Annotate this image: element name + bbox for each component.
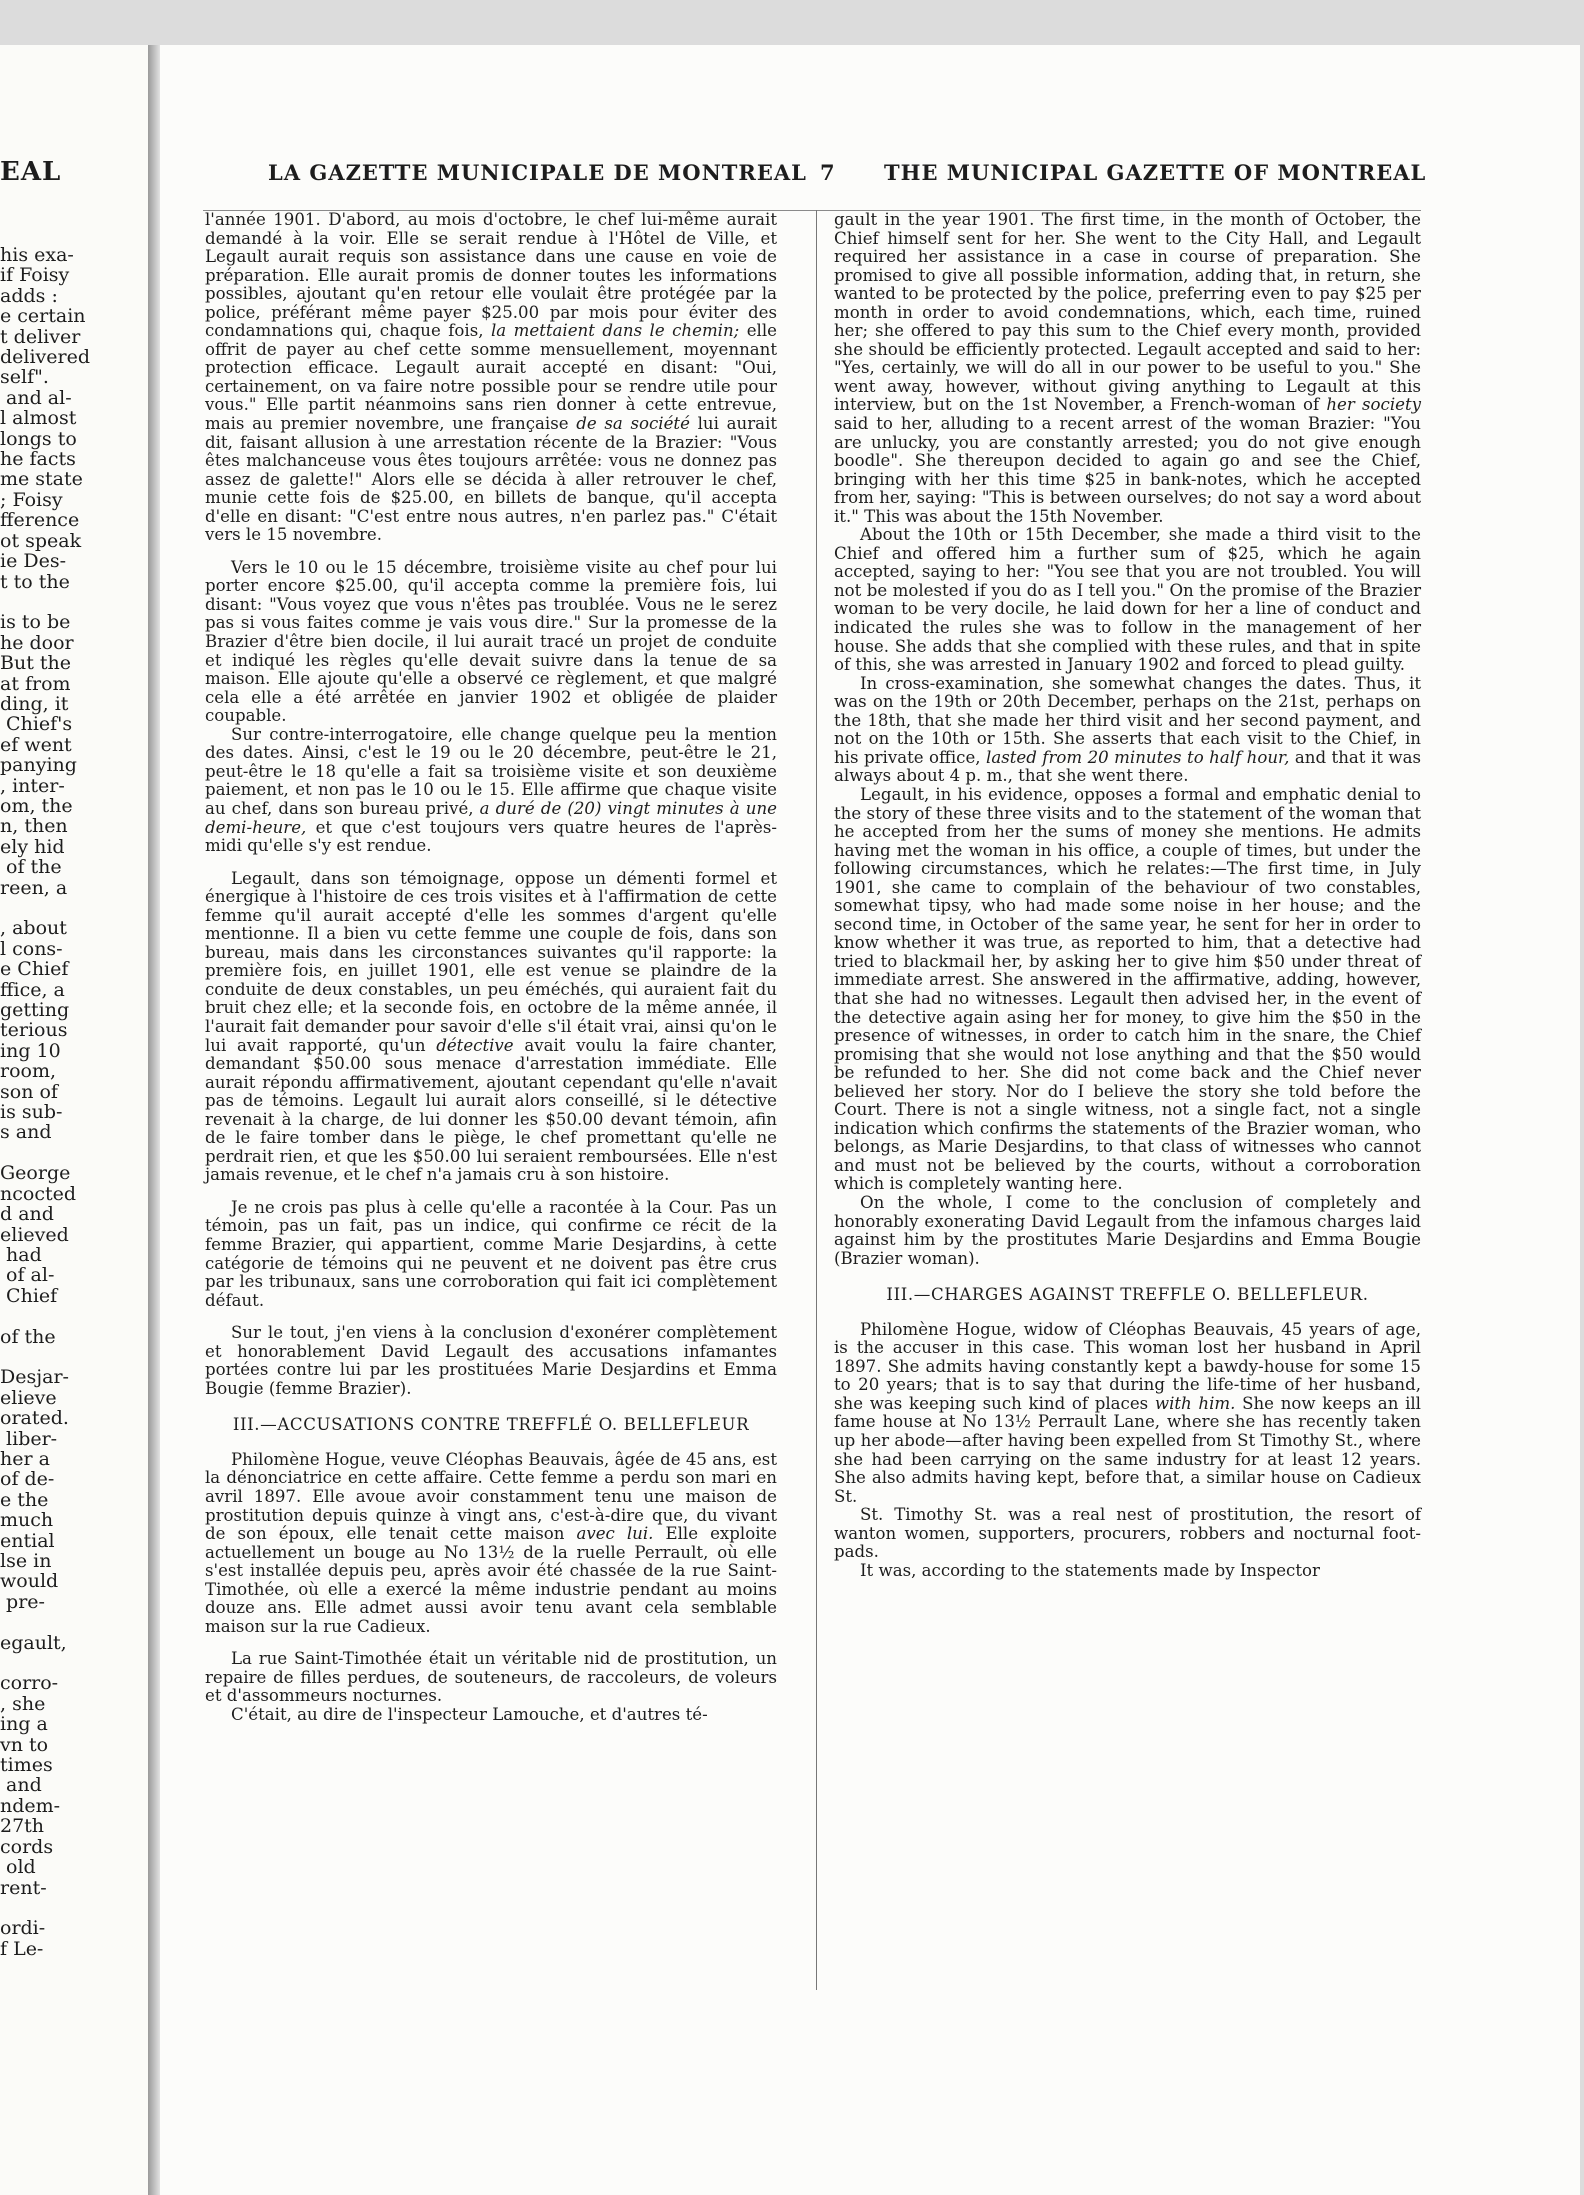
header-english-title: THE MUNICIPAL GAZETTE OF MONTREAL [884,160,1427,185]
column-divider [816,210,817,1990]
fr-paragraph-6: Sur le tout, j'en viens à la conclusion d'exonérer complètement et honorablement David Legault des accusations infamantes portées contre lui par les prostituées Marie Desjardins et Emma Bougie (femme Brazier). [205,1323,777,1398]
en-paragraph-5: On the whole, I come to the conclusion of completely and honorably exonerating David Legault from the infamous charges laid against him by the prostitutes Marie Desjardins and Emma Bougie (Brazier woman). [834,1192,1421,1268]
en-paragraph-6: Philomène Hogue, widow of Cléophas Beauvais, 45 years of age, is the accuser in this case. This woman lost her husband in April 1897. She admits having constantly kept a bawdy-house for some 15 to 20 years; that is to say that during the life-time of her husband, she was keeping such kind of places with him. She now keeps an ill fame house at No 13½ Perrault Lane, where she has recently taken up her abode—after having been expelled from St Timothy St., where she had been carrying on the same industry for at least 12 years. She also admits having kept, before that, a similar house on Cadieux St. [834,1319,1421,1506]
en-paragraph-4: Legault, in his evidence, opposes a formal and emphatic denial to the story of these three visits and to the statement of the woman that he accepted from her the sums of money she mentions. He admits having met the woman in his office, a couple of times, but under the following circumstances, which he relates:—The first time, in July 1901, she came to complain of the behaviour of two constables, somewhat tipsy, who had made some noise in her house; and the second time, in October of the same year, he sent for her in order to know whether it was true, as reported to him, that a detective had tried to blackmail her, by asking her to give him $50 under threat of immediate arrest. She answered in the affirmative, adding, however, that she had no witnesses. Legault then advised her, in the event of the detective again asing her for money, to give him the $50 in the presence of witnesses, in order to catch him in the snare, the Chief promising that she would not lose anything and that the $50 would be refunded to her. She did not come back and the Chief never believed her story. Nor do I believe the story she told before the Court. There is not a single witness, not a single fact, not a single indication which confirms the statements of the Brazier woman, who belongs, as Marie Desjardins, to that class of witnesses who cannot and must not be believed by the courts, without a corroboration which is completely wanting here. [834,784,1421,1194]
binding-gutter [148,45,160,2195]
facing-page-fragment [0,45,150,2195]
fr-paragraph-8: La rue Saint-Timothée était un véritable nid de prostitution, un repaire de filles perdues, de souteneurs, de raccoleurs, de voleurs et d'assommeurs nocturnes. [205,1649,777,1706]
fr-paragraph-2: Vers le 10 ou le 15 décembre, troisième visite au chef pour lui porter encore $25.00, qu'il accepta comme la première fois, lui disant: "Vous voyez que vous n'êtes pas troublée. Vous ne le serez pas si vous faites comme je vais vous dire." Sur la promesse de la Brazier d'être bien docile, il lui aurait tracé un projet de conduite et indiqué les règles qu'elle devait suivre dans la tenue de sa maison. Elle ajoute qu'elle a observé ce règlement, et que malgré cela elle a été arrêtée en janvier 1902 et obligée de plaider coupable. [205,557,777,726]
fr-paragraph-5: Je ne crois pas plus à celle qu'elle a racontée à la Cour. Pas un témoin, pas un fait, pas un indice, qui confirme ce récit de la femme Brazier, qui appartient, comme Marie Desjardins, à cette catégorie de témoins qui ne peuvent et ne doivent pas être crus par les tribunaux, sans une corroboration qui fait ici complètement défaut. [205,1197,777,1310]
fr-paragraph-1: l'année 1901. D'abord, au mois d'octobre, le chef lui-même aurait demandé à la voir. Elle se serait rendue à l'Hôtel de Ville, et Legault aurait requis son assistance dans une cause en voie de préparation. Elle aurait promis de donner toutes les informations possibles, ajoutant qu'en retour elle voulait être protégée par la police, préférant même payer $25.00 par mois pour éviter des condamnations qui, chaque fois, la mettaient dans le chemin; elle offrit de payer au chef cette somme mensuellement, moyennant protection efficace. Legault aurait accepté en disant: "Oui, certainement, on va faire notre possible pour se rendre utile pour vous." Elle partit néanmoins sans rien donner à cette entrevue, mais au premier novembre, une française de sa société lui aurait dit, faisant allusion à une arrestation récente de la Brazier: "Vous êtes malchanceuse vous êtes toujours arrêtée: vous ne donnez pas assez de galette!" Alors elle se décida à aller retrouver le chef, munie cette fois de $25.00, en billets de banque, qu'il accepta d'elle en disant: "C'est entre nous autres, n'en parlez pas." C'était vers le 15 novembre. [205,210,777,545]
fr-paragraph-7: Philomène Hogue, veuve Cléophas Beauvais, âgée de 45 ans, est la dénonciatrice en cette affaire. Cette femme a perdu son mari en avril 1897. Elle avoue avoir constamment tenu une maison de prostitution depuis quinze à vingt ans, c'est-à-dire que, du vivant de son époux, elle tenait cette maison avec lui. Elle exploite actuellement un bouge au No 13½ de la ruelle Perrault, où elle s'est installée depuis peu, après avoir été chassée de la rue Saint-Timothée, où elle a exercé la même industrie pendant au moins douze ans. Elle admet aussi avoir tenu avant cela semblable maison sur la rue Cadieux. [205,1449,777,1636]
en-paragraph-8: It was, according to the statements made by Inspector [860,1560,1320,1580]
en-section-heading: III.—CHARGES AGAINST TREFFLE O. BELLEFLEUR. [886,1285,1369,1305]
running-head [0,160,1584,190]
en-paragraph-7: St. Timothy St. was a real nest of prostitution, the resort of wanton women, supporters, procurers, robbers and nocturnal foot-pads. [834,1505,1421,1562]
french-column [205,211,777,1725]
english-column [834,211,1421,1580]
fr-paragraph-3: Sur contre-interrogatoire, elle change quelque peu la mention des dates. Ainsi, c'est le 19 ou le 20 décembre, peut-être le 21, peut-être le 18 qu'elle a fait sa troisième visite et son deuxième paiement, et non pas le 10 ou le 15. Elle affirme que chaque visite au chef, dans son bureau privé, a duré de (20) vingt minutes à une demi-heure, et que c'est toujours vers quatre heures de l'après-midi qu'elle s'y est rendue. [205,724,777,856]
fr-section-heading: III.—ACCUSATIONS CONTRE TREFFLÉ O. BELLEFLEUR [232,1415,750,1435]
en-paragraph-1: gault in the year 1901. The first time, in the month of October, the Chief himself sent for her. She went to the City Hall, and Legault required her assistance in a case in course of preparation. She promised to give all possible information, adding that, in return, she wanted to be protected by the police, preferring even to pay $25 per month in order to avoid condemnations, which, each time, ruined her; she offered to pay this sum to the Chief every month, provided she should be efficiently protected. Legault accepted and said to her: "Yes, certainly, we will do all in our power to be useful to you." She went away, however, without giving anything to Legault at this interview, but on the 1st November, a French-woman of her society said to her, alluding to a recent arrest of the woman Brazier: "You are unlucky, you are constantly arrested; you do not give enough boodle". She thereupon decided to again go and see the Chief, bringing with her this time $25 in bank-notes, which he accepted from her, saying: "This is between ourselves; do not say a word about it." This was about the 15th November. [834,210,1421,526]
fr-paragraph-9: C'était, au dire de l'inspecteur Lamouche, et d'autres té- [231,1705,708,1725]
facing-page-text-fragment: his exa- if Foisy adds : e certain t deliver delivered self". and al- l almost longs to he facts me state ; Foisy fference ot speak ie Des- t to the is to be he door But the at from ding, it Chief's ef went panying , inter- om, the n, then ely hid of the reen, a , about l cons- e Chief ffice, a getting terious ing 10 room, son of is sub- s and George ncocted d and elieved had of al- Chief of the Desjar- elieve orated. liber- her a of de- e the much ential lse in would pre- egault, corro- , she ing a vn to times and ndem- 27th cords old rent- ordi- f Le- [0,244,91,1960]
en-paragraph-3: In cross-examination, she somewhat changes the dates. Thus, it was on the 19th or 20th December, perhaps on the 21st, perhaps on the 18th, that she made her third visit and her second payment, and not on the 10th or 15th. She asserts that each visit to the Chief, in his private office, lasted from 20 minutes to half hour, and that it was always about 4 p. m., that she went there. [834,673,1421,786]
facing-page-header-fragment: EAL [0,157,62,187]
header-french-title: LA GAZETTE MUNICIPALE DE MONTREAL [268,160,807,185]
fr-paragraph-4: Legault, dans son témoignage, oppose un démenti formel et énergique à l'histoire de ces trois visites et à l'affirmation de cette femme qu'il aurait accepté d'elle les sommes d'argent qu'elle mentionne. Il a bien vu cette femme une couple de fois, dans son bureau, mais dans les circonstances suivantes qu'il rapporte: la première fois, en juillet 1901, elle est venue se plaindre de la conduite de deux constables, un peu éméchés, qui auraient fait du bruit chez elle; et la seconde fois, en octobre de la même année, il l'aurait fait demander pour savoir d'elle s'il était vrai, ainsi qu'on le lui avait rapporté, qu'un détective avait voulu la faire chanter, demandant $50.00 sous menace d'arrestation immédiate. Elle aurait répondu affirmativement, ajoutant cependant qu'elle n'avait pas de témoins. Legault lui aurait alors conseillé, si le détective revenait à la charge, de lui donner les $50.00 devant témoin, afin de le faire tomber dans le piège, le chef promettant qu'elle ne perdrait rien, et que les $50.00 lui seraient remboursées. Elle n'est jamais revenue, et le chef n'a jamais cru à son histoire. [205,868,777,1185]
en-paragraph-2: About the 10th or 15th December, she made a third visit to the Chief and offered him a further sum of $25, which he again accepted, saying to her: "You see that you are not troubled. You will not be molested if you do as I tell you." On the promise of the Brazier woman to be very docile, he laid down for her a line of conduct and indicated the rules she was to follow in the management of her house. She adds that she complied with these rules, and that in spite of this, she was arrested in January 1902 and forced to plead guilty. [834,525,1421,675]
page-number: 7 [820,160,836,185]
